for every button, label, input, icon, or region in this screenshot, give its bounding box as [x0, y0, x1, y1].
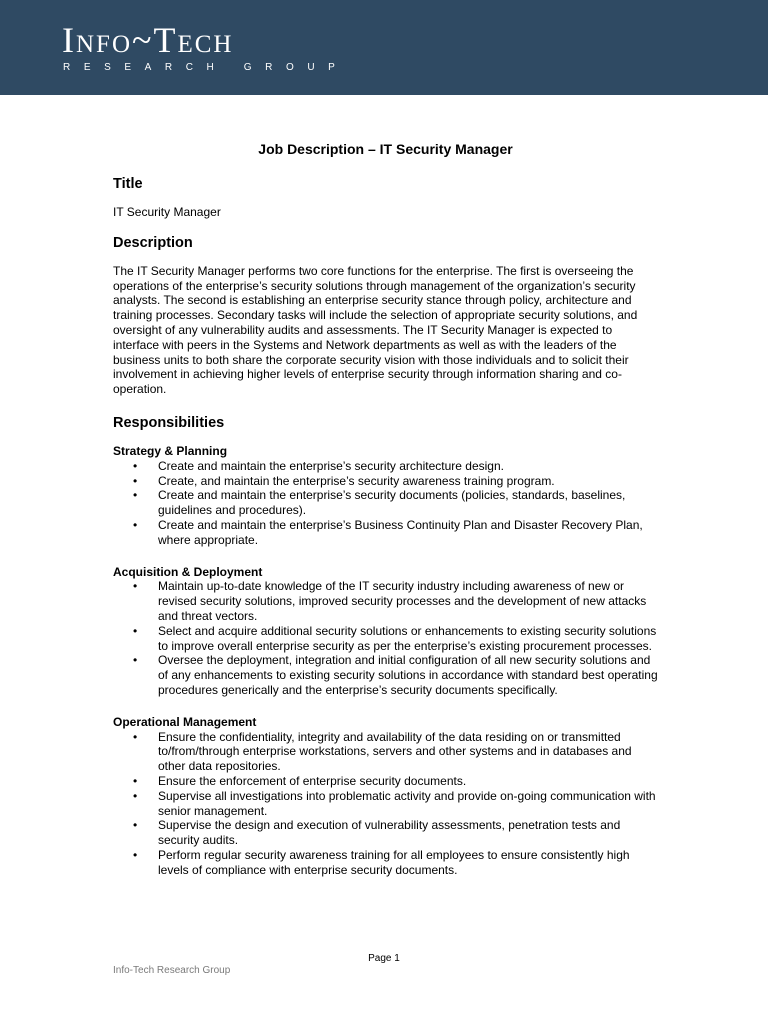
list-item-text: Maintain up-to-date knowledge of the IT security industry including awareness of new or revised security solutions, improved security processes and the development of new attacks and threat vectors.	[158, 579, 647, 623]
responsibilities-heading: Responsibilities	[113, 414, 225, 431]
description-heading: Description	[113, 234, 193, 251]
document-body	[113, 140, 658, 894]
bullet-list	[113, 459, 658, 548]
list-item	[113, 730, 658, 774]
list-item	[113, 624, 658, 654]
list-item	[113, 653, 658, 697]
list-item	[113, 474, 658, 489]
bullet-icon: •	[133, 818, 138, 833]
bullet-icon: •	[133, 473, 138, 488]
section-heading: Operational Management	[113, 714, 257, 729]
bullet-icon: •	[133, 623, 138, 638]
list-item-text: Create and maintain the enterprise’s security documents (policies, standards, baselines, guidelines and procedures).	[158, 488, 626, 518]
list-item	[113, 818, 658, 848]
list-item	[113, 579, 658, 623]
bullet-list	[113, 730, 658, 878]
bullet-icon: •	[133, 517, 138, 532]
section-acquisition-deployment	[113, 565, 658, 698]
list-item-text: Oversee the deployment, integration and initial configuration of all new security solutions and of any enhancements to existing security solutions in accordance with standard best operating procedures generically and the enterprise’s security documents specifically.	[158, 653, 658, 697]
section-heading: Strategy & Planning	[113, 443, 228, 458]
bullet-icon: •	[133, 579, 138, 594]
bullet-list	[113, 579, 658, 697]
footer-company: Info-Tech Research Group	[113, 965, 231, 976]
bullet-icon: •	[133, 653, 138, 668]
list-item-text: Perform regular security awareness training for all employees to ensure consistently high levels of compliance with enterprise security documents.	[158, 847, 630, 877]
list-item-text: Supervise all investigations into problematic activity and provide on-going communication with senior management.	[158, 788, 656, 818]
list-item-text: Create and maintain the enterprise’s security architecture design.	[158, 458, 504, 473]
description-text: The IT Security Manager performs two core functions for the enterprise. The first is overseeing the operations of the enterprise’s security solutions through management of the organization’s security analysts. The second is establishing an enterprise security stance through policy, architecture and training processes. Secondary tasks will include the selection of appropriate security solutions, and oversight of any vulnerability audits and assessments. The IT Security Manager is expected to interface with peers in the Systems and Network departments as well as with the leaders of the business units to both share the corporate security vision with those individuals and to solicit their involvement in achieving higher levels of enterprise security through information sharing and co-operation.	[113, 263, 638, 397]
company-logo-wordmark: Info~Tech	[62, 20, 234, 60]
section-strategy-planning	[113, 444, 658, 548]
bullet-icon: •	[133, 488, 138, 503]
list-item	[113, 848, 658, 878]
list-item	[113, 459, 658, 474]
section-operational-management	[113, 715, 658, 878]
bullet-icon: •	[133, 847, 138, 862]
section-heading: Acquisition & Deployment	[113, 564, 263, 579]
list-item-text: Select and acquire additional security solutions or enhancements to existing security solutions to improve overall enterprise security as per the enterprise’s existing procurement processes.	[158, 623, 657, 653]
company-logo-tagline: RESEARCH GROUP	[63, 62, 349, 73]
document-title: Job Description – IT Security Manager	[258, 141, 513, 157]
list-item	[113, 488, 658, 518]
header-banner	[0, 0, 768, 95]
bullet-icon: •	[133, 773, 138, 788]
list-item	[113, 774, 658, 789]
title-heading: Title	[113, 176, 143, 192]
list-item-text: Ensure the enforcement of enterprise security documents.	[158, 773, 467, 788]
bullet-icon: •	[133, 458, 138, 473]
list-item-text: Supervise the design and execution of vulnerability assessments, penetration tests and security audits.	[158, 818, 621, 848]
list-item	[113, 518, 658, 548]
list-item-text: Create, and maintain the enterprise’s security awareness training program.	[158, 473, 555, 488]
list-item	[113, 789, 658, 819]
list-item-text: Ensure the confidentiality, integrity and availability of the data residing on or transmitted to/from/through enterprise workstations, servers and other systems and in databases and other data repositories.	[158, 729, 632, 774]
page-number: Page 1	[368, 953, 400, 964]
list-item-text: Create and maintain the enterprise’s Business Continuity Plan and Disaster Recovery Plan, where appropriate.	[158, 517, 643, 547]
bullet-icon: •	[133, 729, 138, 744]
title-value: IT Security Manager	[113, 205, 221, 219]
bullet-icon: •	[133, 788, 138, 803]
